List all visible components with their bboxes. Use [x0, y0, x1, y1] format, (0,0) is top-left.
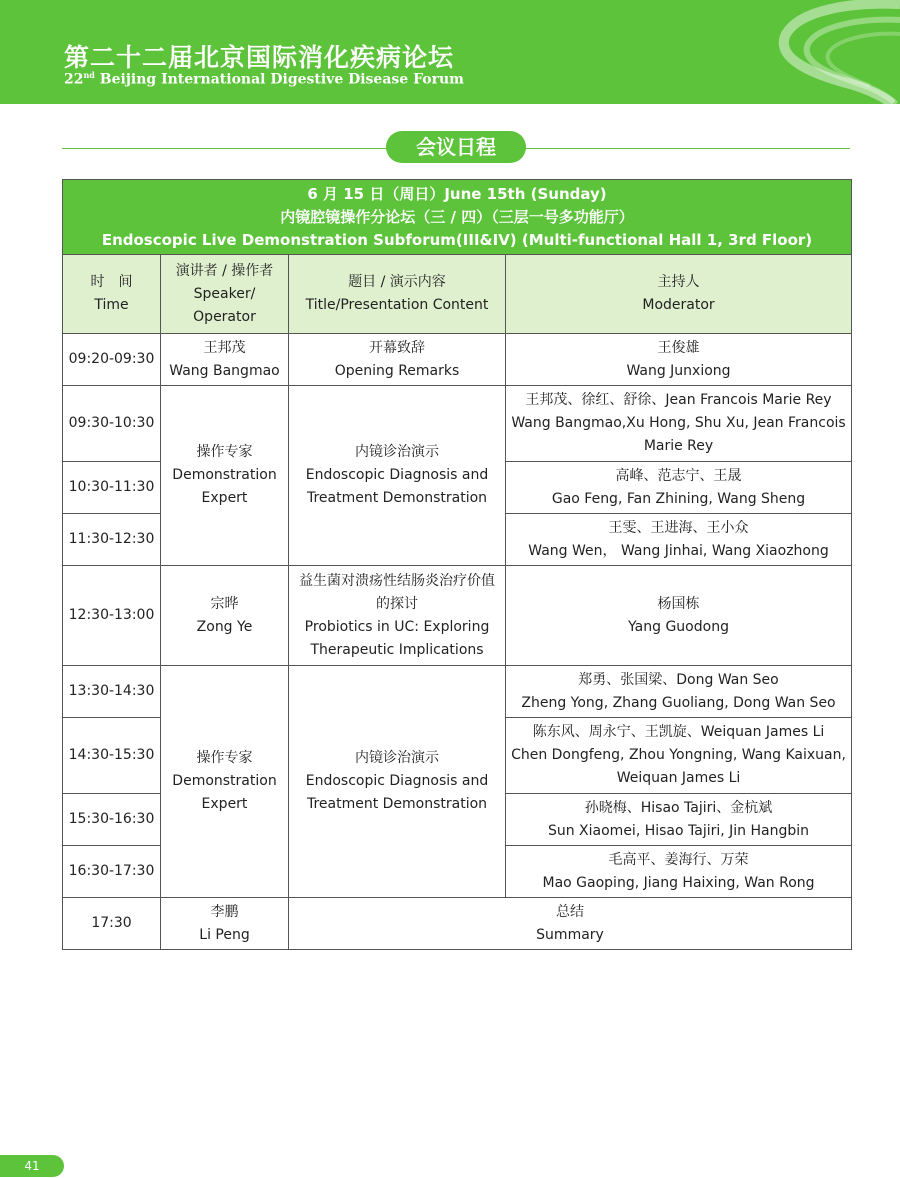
time-cell: 14:30-15:30 [63, 718, 161, 794]
speaker-cell: 王邦茂 Wang Bangmao [161, 334, 289, 386]
moderator-cell: 王俊雄 Wang Junxiong [506, 334, 852, 386]
speaker-cell: 操作专家 Demonstration Expert [161, 386, 289, 566]
moderator-cell: 王邦茂、徐红、舒徐、Jean Francois Marie Rey Wang Bangmao,Xu Hong, Shu Xu, Jean Francois Marie Rey [506, 386, 852, 462]
moderator-cell: 郑勇、张国梁、Dong Wan Seo Zheng Yong, Zhang Guoliang, Dong Wan Seo [506, 666, 852, 718]
moderator-cell: 毛高平、姜海行、万荣 Mao Gaoping, Jiang Haixing, Wan Rong [506, 846, 852, 898]
schedule-banner: 6 月 15 日（周日）June 15th (Sunday) 内镜腔镜操作分论坛（三 / 四）（三层一号多功能厅） Endoscopic Live Demonstration Subforum(III&IV) (Multi-functional Hall 1, 3rd Floor) [63, 180, 852, 255]
time-column-header: 时 间 Time [63, 255, 161, 334]
schedule-banner-row [63, 180, 852, 255]
page-number: 41 [0, 1155, 64, 1177]
table-row [63, 666, 852, 718]
table-row [63, 898, 852, 950]
speaker-column-header: 演讲者 / 操作者 Speaker/ Operator [161, 255, 289, 334]
time-cell: 13:30-14:30 [63, 666, 161, 718]
table-row [63, 566, 852, 666]
time-cell: 17:30 [63, 898, 161, 950]
time-cell: 09:20-09:30 [63, 334, 161, 386]
title-cell: 开幕致辞 Opening Remarks [289, 334, 506, 386]
time-cell: 11:30-12:30 [63, 514, 161, 566]
title-cell: 内镜诊治演示 Endoscopic Diagnosis and Treatment Demonstration [289, 666, 506, 898]
title-cell: 内镜诊治演示 Endoscopic Diagnosis and Treatment Demonstration [289, 386, 506, 566]
title-column-header: 题目 / 演示内容 Title/Presentation Content [289, 255, 506, 334]
time-cell: 09:30-10:30 [63, 386, 161, 462]
table-row [63, 386, 852, 462]
title-cell: 总结 Summary [289, 898, 852, 950]
table-header-row [63, 255, 852, 334]
time-cell: 12:30-13:00 [63, 566, 161, 666]
table-row [63, 334, 852, 386]
moderator-cell: 孙晓梅、Hisao Tajiri、金杭斌 Sun Xiaomei, Hisao Tajiri, Jin Hangbin [506, 794, 852, 846]
moderator-cell: 王雯、王进海、王小众 Wang Wen， Wang Jinhai, Wang Xiaozhong [506, 514, 852, 566]
swoosh-logo-icon [700, 0, 900, 104]
moderator-cell: 杨国栋 Yang Guodong [506, 566, 852, 666]
moderator-cell: 高峰、范志宁、王晟 Gao Feng, Fan Zhining, Wang Sheng [506, 462, 852, 514]
speaker-cell: 宗晔 Zong Ye [161, 566, 289, 666]
title-cell: 益生菌对溃疡性结肠炎治疗价值的探讨 Probiotics in UC: Exploring Therapeutic Implications [289, 566, 506, 666]
time-cell: 10:30-11:30 [63, 462, 161, 514]
speaker-cell: 操作专家 Demonstration Expert [161, 666, 289, 898]
schedule-table [62, 179, 852, 950]
forum-title-en: 22nd Beijing International Digestive Disease Forum [64, 70, 464, 88]
speaker-cell: 李鹏 Li Peng [161, 898, 289, 950]
section-title: 会议日程 [386, 131, 526, 163]
page-header [0, 0, 900, 104]
forum-title-cn: 第二十二届北京国际消化疾病论坛 [64, 43, 455, 72]
moderator-column-header: 主持人 Moderator [506, 255, 852, 334]
time-cell: 16:30-17:30 [63, 846, 161, 898]
moderator-cell: 陈东风、周永宁、王凯旋、Weiquan James Li Chen Dongfeng, Zhou Yongning, Wang Kaixuan, Weiquan James Li [506, 718, 852, 794]
time-cell: 15:30-16:30 [63, 794, 161, 846]
